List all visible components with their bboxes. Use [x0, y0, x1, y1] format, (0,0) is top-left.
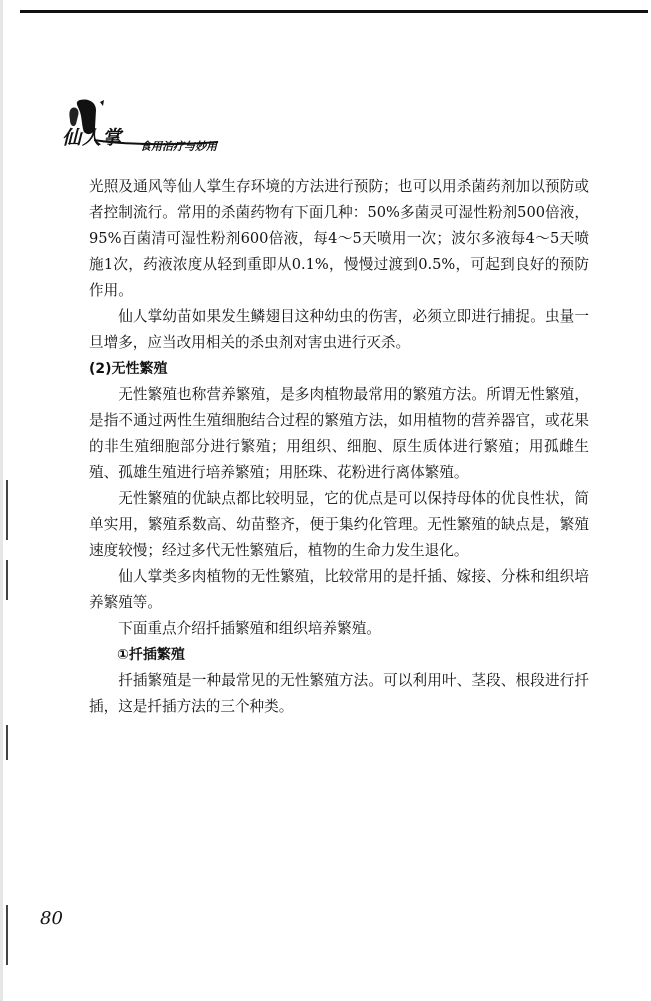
- paragraph: 下面重点介绍扦插繁殖和组织培养繁殖。: [118, 620, 381, 637]
- paragraph: 扦插繁殖是一种最常见的无性繁殖方法。可以利用叶、茎段、根段进行扦插，这是扦插方法的三个种类。: [89, 672, 589, 715]
- page-number: 80: [40, 908, 63, 929]
- margin-mark: [6, 905, 8, 965]
- section-heading: (2)无性繁殖: [89, 361, 168, 377]
- paragraph: 无性繁殖的优缺点都比较明显，它的优点是可以保持母体的优良性状，简单实用，繁殖系数高、幼苗整齐，便于集约化管理。无性繁殖的缺点是，繁殖速度较慢；经过多代无性繁殖后，植物的生命力发生退化。: [89, 490, 589, 559]
- header-subtitle: 食用治疗与妙用: [140, 140, 217, 153]
- subsection-heading: ①扦插繁殖: [117, 647, 185, 663]
- body-text: [89, 174, 589, 720]
- scan-edge: [0, 0, 3, 1001]
- paragraph: 仙人掌幼苗如果发生鳞翅目这种幼虫的伤害，必须立即进行捕捉。虫量一旦增多，应当改用相关的杀虫剂对害虫进行灭杀。: [89, 308, 589, 351]
- top-rule: [20, 10, 648, 13]
- paragraph: 仙人掌类多肉植物的无性繁殖，比较常用的是扦插、嫁接、分株和组织培养繁殖等。: [89, 568, 589, 611]
- margin-mark: [6, 725, 8, 760]
- header-title: 仙人掌: [62, 127, 123, 149]
- paragraph: 光照及通风等仙人掌生存环境的方法进行预防；也可以用杀菌药剂加以预防或者控制流行。常用的杀菌药物有下面几种：50%多菌灵可湿性粉剂500倍液，95%百菌清可湿性粉剂600倍液，每4～5天喷用一次；波尔多液每4～5天喷施1次，药液浓度从轻到重即从0.1%，慢慢过渡到0.5%，可起到良好的预防作用。: [89, 178, 589, 299]
- margin-mark: [6, 560, 8, 600]
- margin-mark: [6, 480, 8, 540]
- paragraph: 无性繁殖也称营养繁殖，是多肉植物最常用的繁殖方法。所谓无性繁殖，是指不通过两性生殖细胞结合过程的繁殖方法，如用植物的营养器官，或花果的非生殖细胞部分进行繁殖；用组织、细胞、原生质体进行繁殖；用孤雌生殖、孤雄生殖进行培养繁殖；用胚珠、花粉进行离体繁殖。: [89, 386, 589, 481]
